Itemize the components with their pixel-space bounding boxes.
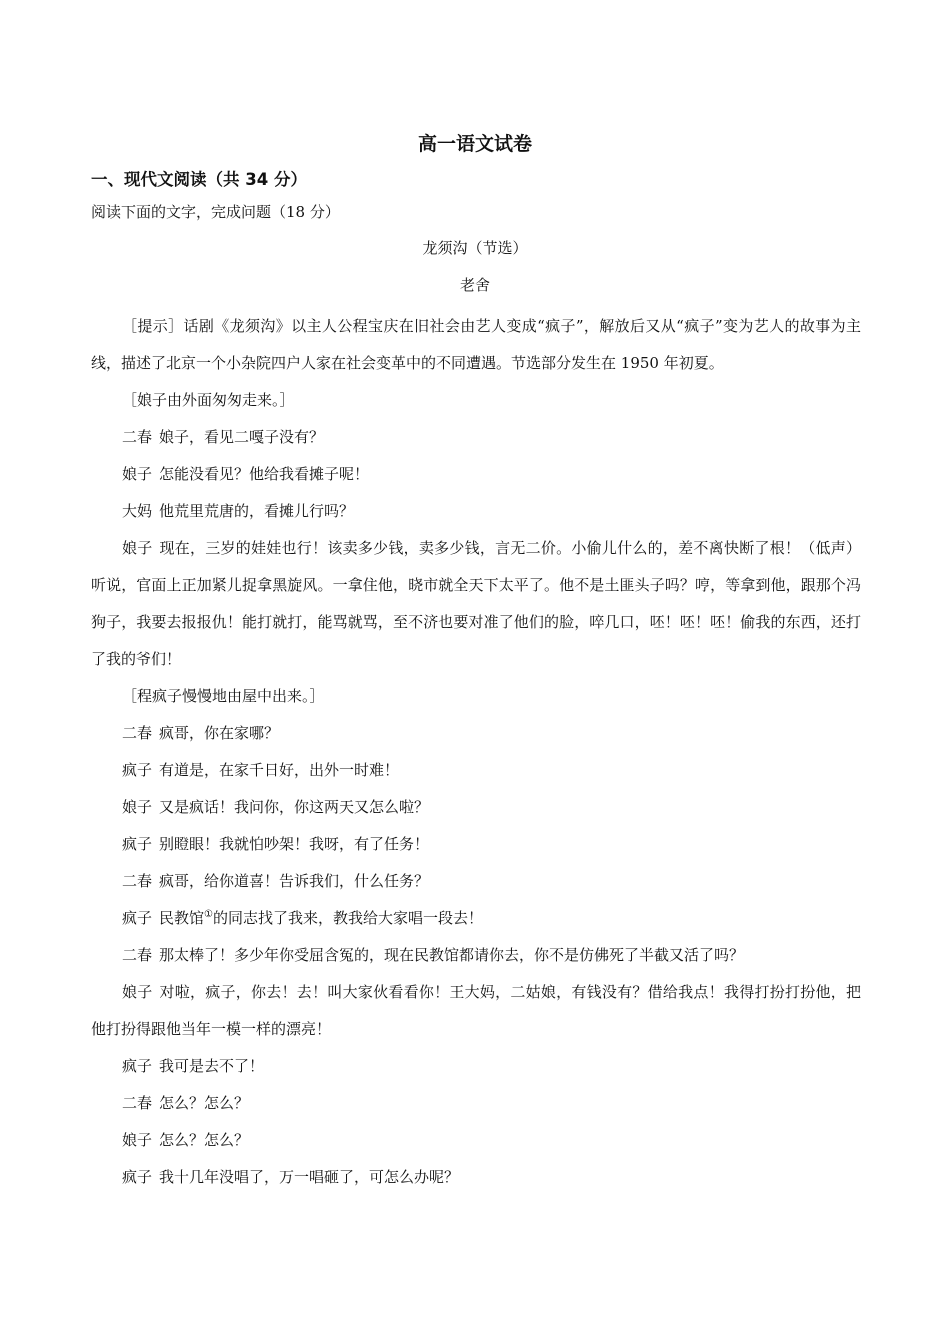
dialogue-line xyxy=(91,1159,861,1196)
line-text: 他荒里荒唐的，看摊儿行吗？ xyxy=(159,502,355,520)
line-text: 那太棒了！多少年你受屈含冤的，现在民教馆都请你去，你不是仿佛死了半截又活了吗？ xyxy=(159,946,745,964)
speaker-name: 二春 xyxy=(122,872,153,890)
author-name: 老舍 xyxy=(459,276,490,294)
speaker-name: 娘子 xyxy=(122,465,153,483)
line-text: 又是疯话！我问你，你这两天又怎么啦？ xyxy=(159,798,430,816)
footnote-marker: ① xyxy=(204,909,213,920)
speaker-name: 疯子 xyxy=(122,1168,153,1186)
dialogue-line xyxy=(91,937,861,974)
stage-direction: ［程疯子慢慢地由屋中出来。］ xyxy=(122,687,325,705)
speaker-name: 二春 xyxy=(122,1094,153,1112)
speaker-name: 娘子 xyxy=(122,798,153,816)
speaker-name: 二春 xyxy=(122,946,153,964)
line-text: 现在，三岁的娃娃也行！该卖多少钱，卖多少钱，言无二价。小偷儿什么的，差不离快断了根！（低声）听说，官面上正加紧儿捉拿黑旋风。一拿住他，晓市就全天下太平了。他不是土匪头子吗？哼，等拿到他，跟那个冯狗子，我要去报报仇！能打就打，能骂就骂，至不济也要对准了他们的脸，啐几口，呸！呸！呸！偷我的东西，还打了我的爷们！ xyxy=(91,539,861,668)
speaker-name: 疯子 xyxy=(122,761,153,779)
line-text: 有道是，在家千日好，出外一时难！ xyxy=(159,761,400,779)
line-text: 的同志找了我来，教我给大家唱一段去！ xyxy=(213,909,484,927)
line-text: 娘子，看见二嘎子没有？ xyxy=(159,428,325,446)
stage-direction: ［娘子由外面匆匆走来。］ xyxy=(122,391,295,409)
line-text: 我十几年没唱了，万一唱砸了，可怎么办呢？ xyxy=(159,1168,460,1186)
line-text: 怎能没看见？他给我看摊子呢！ xyxy=(159,465,370,483)
line-text: 别瞪眼！我就怕吵架！我呀，有了任务！ xyxy=(159,835,430,853)
dialogue-line xyxy=(91,530,861,678)
speaker-name: 二春 xyxy=(122,724,153,742)
line-text: 疯哥，给你道喜！告诉我们，什么任务？ xyxy=(159,872,430,890)
dialogue-line xyxy=(91,1085,861,1122)
speaker-name: 大妈 xyxy=(122,502,153,520)
line-text: 对啦，疯子，你去！去！叫大家伙看看你！王大妈，二姑娘，有钱没有？借给我点！我得打扮打扮他，把他打扮得跟他当年一模一样的漂亮！ xyxy=(91,983,861,1038)
line-text: 怎么？怎么？ xyxy=(159,1131,250,1149)
dialogue-line xyxy=(91,456,861,493)
dialogue-line xyxy=(91,715,861,752)
dialogue-line xyxy=(91,863,861,900)
dialogue-line xyxy=(91,419,861,456)
work-title: 龙须沟（节选） xyxy=(422,239,528,257)
speaker-name: 疯子 xyxy=(122,835,153,853)
dialogue-line xyxy=(91,789,861,826)
dialogue-line xyxy=(91,900,861,937)
dialogue-line xyxy=(91,1122,861,1159)
section-heading: 一、现代文阅读（共 34 分） xyxy=(91,170,307,189)
speaker-name: 疯子 xyxy=(122,909,153,927)
dialogue-line xyxy=(91,974,861,1048)
line-text: 我可是去不了！ xyxy=(159,1057,265,1075)
page-title: 高一语文试卷 xyxy=(417,133,532,155)
intro-paragraph: ［提示］话剧《龙须沟》以主人公程宝庆在旧社会由艺人变成“疯子”，解放后又从“疯子”变为艺人的故事为主线，描述了北京一个小杂院四户人家在社会变革中的不同遭遇。节选部分发生在 1950 年初夏。 xyxy=(91,317,861,372)
line-text: 怎么？怎么？ xyxy=(159,1094,250,1112)
speaker-name: 娘子 xyxy=(122,539,153,557)
speaker-name: 娘子 xyxy=(122,1131,153,1149)
passage-body xyxy=(91,308,861,1196)
dialogue-line xyxy=(91,826,861,863)
question-instruction: 阅读下面的文字，完成问题（18 分） xyxy=(91,203,340,221)
line-text: 民教馆 xyxy=(159,909,205,927)
speaker-name: 娘子 xyxy=(122,983,153,1001)
speaker-name: 二春 xyxy=(122,428,153,446)
line-text: 疯哥，你在家哪？ xyxy=(159,724,280,742)
dialogue-line xyxy=(91,1048,861,1085)
speaker-name: 疯子 xyxy=(122,1057,153,1075)
dialogue-line xyxy=(91,493,861,530)
dialogue-line xyxy=(91,752,861,789)
